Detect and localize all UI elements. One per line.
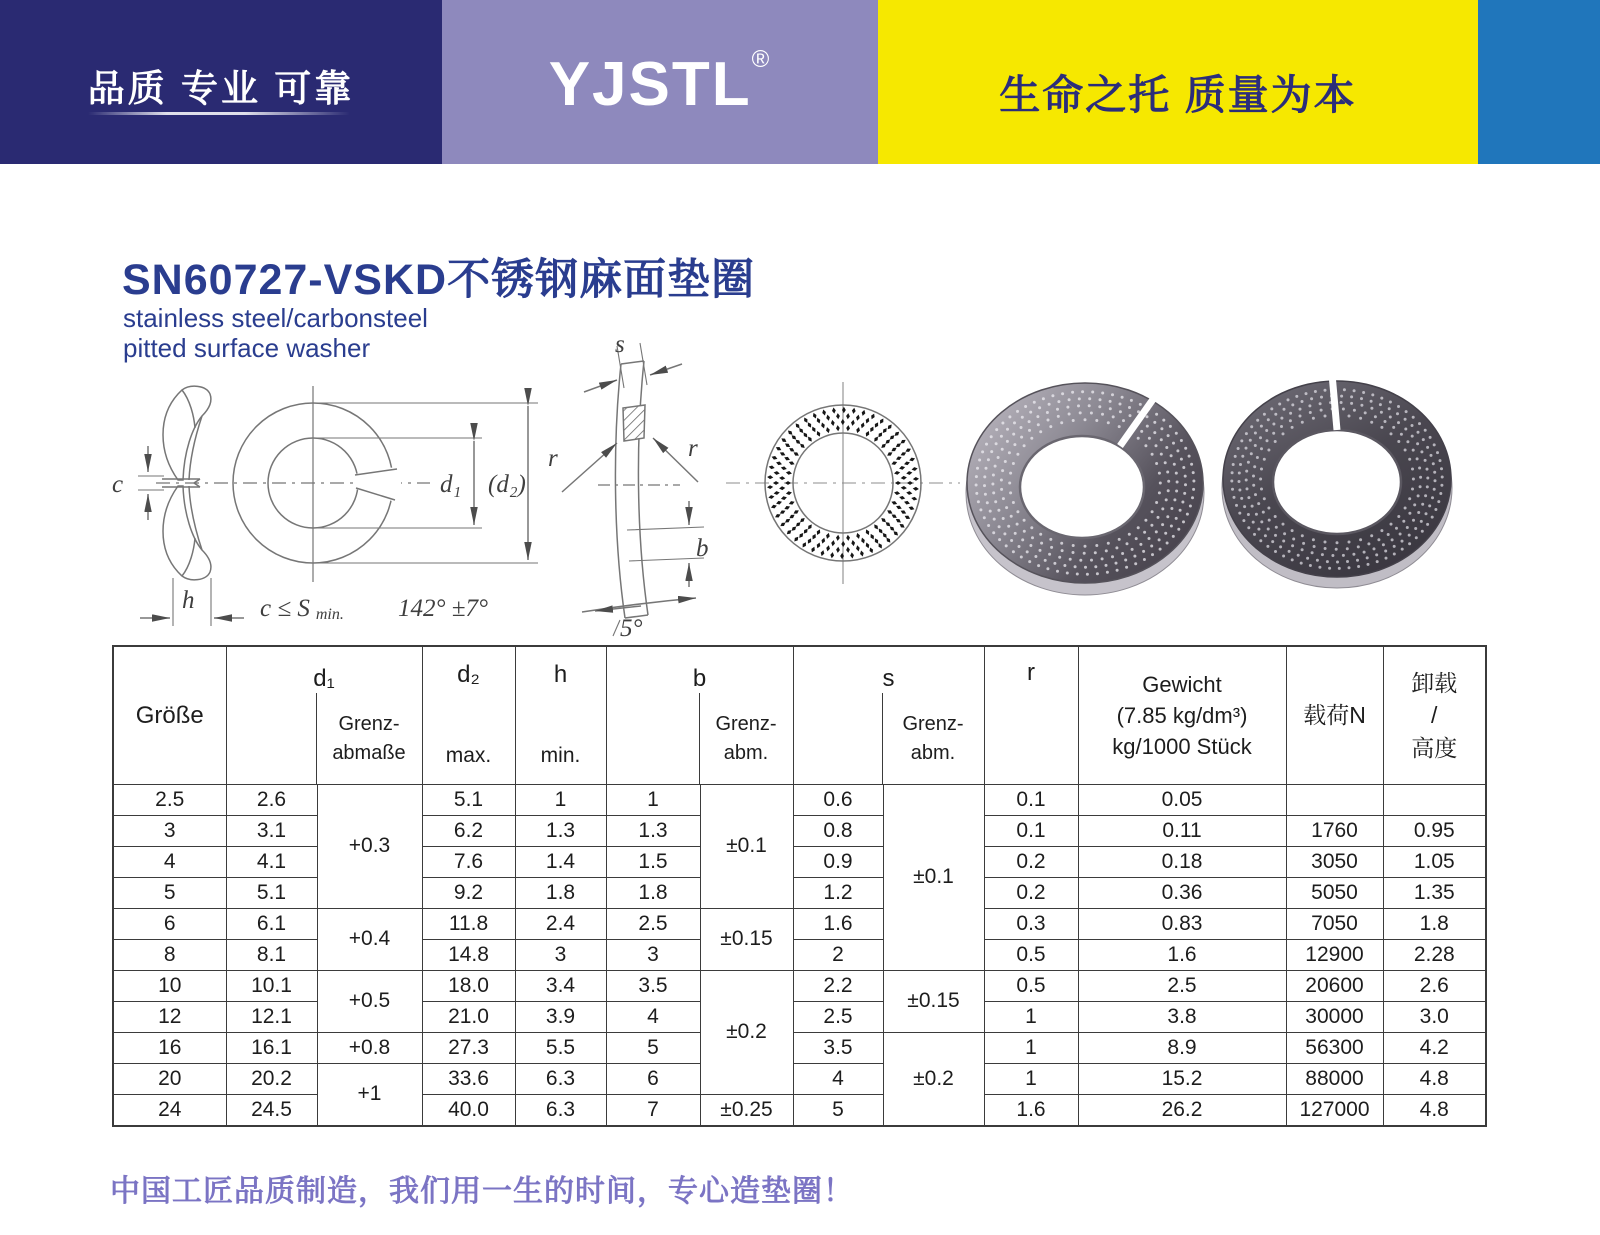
table-cell-weight: 15.2 xyxy=(1078,1064,1286,1095)
table-cell-unload: 1.05 xyxy=(1383,847,1486,878)
table-cell-r: 1 xyxy=(984,1064,1078,1095)
table-cell-s_tol: ±0.15 xyxy=(883,971,984,1033)
table-cell-unload: 3.0 xyxy=(1383,1002,1486,1033)
table-cell-h: 1.3 xyxy=(515,816,606,847)
table-cell-s: 3.5 xyxy=(793,1033,883,1064)
table-cell-weight: 2.5 xyxy=(1078,971,1286,1002)
table-cell-load xyxy=(1286,785,1383,816)
drawing-front-view xyxy=(156,386,538,582)
header-blue-panel xyxy=(1478,0,1600,164)
tagline-underline xyxy=(88,112,350,115)
table-cell-s: 0.9 xyxy=(793,847,883,878)
brand-slogan: 生命之托 质量为本 xyxy=(999,72,1357,118)
table-cell-load: 127000 xyxy=(1286,1095,1383,1126)
table-cell-load: 1760 xyxy=(1286,816,1383,847)
table-cell-weight: 0.36 xyxy=(1078,878,1286,909)
table-cell-b_tol: ±0.25 xyxy=(700,1095,793,1126)
brand-logo xyxy=(442,46,878,120)
table-cell-r: 1.6 xyxy=(984,1095,1078,1126)
col-header-h: h min. xyxy=(515,646,606,785)
dim-formula: c ≤ S min. xyxy=(260,595,344,623)
brand-tagline: 品质 专业 可靠 xyxy=(87,68,355,109)
table-cell-d1: 24.5 xyxy=(226,1095,317,1126)
table-cell-size: 2.5 xyxy=(113,785,226,816)
col-header-s: s Grenz- abm. xyxy=(793,646,984,785)
col-header-size: Größe xyxy=(113,646,226,785)
table-cell-unload: 1.8 xyxy=(1383,909,1486,940)
footer-slogan: 中国工匠品质制造，我们用一生的时间，专心造垫圈！ xyxy=(110,1175,854,1208)
table-cell-weight: 0.18 xyxy=(1078,847,1286,878)
table-cell-load: 30000 xyxy=(1286,1002,1383,1033)
table-cell-size: 3 xyxy=(113,816,226,847)
table-cell-d1_tol: +0.3 xyxy=(317,785,422,909)
table-cell-r: 0.5 xyxy=(984,971,1078,1002)
col-header-b: b Grenz- abm. xyxy=(606,646,793,785)
table-cell-d1_tol: +0.8 xyxy=(317,1033,422,1064)
table-cell-s: 4 xyxy=(793,1064,883,1095)
table-cell-d1: 20.2 xyxy=(226,1064,317,1095)
col-header-d1: d₁ Grenz- abmaße xyxy=(226,646,422,785)
table-header xyxy=(113,646,1486,785)
table-cell-b: 3.5 xyxy=(606,971,700,1002)
table-cell-size: 5 xyxy=(113,878,226,909)
table-cell-unload: 2.6 xyxy=(1383,971,1486,1002)
table-cell-size: 6 xyxy=(113,909,226,940)
table-cell-h: 1.4 xyxy=(515,847,606,878)
table-cell-unload: 4.8 xyxy=(1383,1095,1486,1126)
table-cell-b: 1 xyxy=(606,785,700,816)
table-cell-size: 24 xyxy=(113,1095,226,1126)
dim-angle-142: 142° ±7° xyxy=(398,595,488,622)
table-cell-d2: 18.0 xyxy=(422,971,515,1002)
table-cell-b: 1.3 xyxy=(606,816,700,847)
table-cell-weight: 26.2 xyxy=(1078,1095,1286,1126)
table-cell-unload: 4.8 xyxy=(1383,1064,1486,1095)
table-header-row xyxy=(113,646,1486,785)
product-photo-1 xyxy=(966,383,1204,595)
table-cell-weight: 1.6 xyxy=(1078,940,1286,971)
table-cell-s: 1.6 xyxy=(793,909,883,940)
table-row xyxy=(113,909,1486,940)
table-cell-h: 2.4 xyxy=(515,909,606,940)
table-cell-h: 3.4 xyxy=(515,971,606,1002)
table-cell-s: 2.2 xyxy=(793,971,883,1002)
table-cell-r: 0.2 xyxy=(984,878,1078,909)
dim-label-r-left: r xyxy=(548,445,558,472)
table-row xyxy=(113,1033,1486,1064)
drawing-top-view xyxy=(726,382,960,584)
table-cell-unload: 1.35 xyxy=(1383,878,1486,909)
table-cell-unload: 2.28 xyxy=(1383,940,1486,971)
col-header-r: r xyxy=(984,646,1078,785)
table-cell-unload xyxy=(1383,785,1486,816)
table-cell-d1_tol: +0.4 xyxy=(317,909,422,971)
table-cell-s: 1.2 xyxy=(793,878,883,909)
table-cell-b: 2.5 xyxy=(606,909,700,940)
table-row xyxy=(113,785,1486,816)
table-cell-r: 1 xyxy=(984,1002,1078,1033)
product-title: SN60727-VSKD不锈钢麻面垫圈 xyxy=(122,256,756,304)
table-cell-s: 0.8 xyxy=(793,816,883,847)
dim-label-d2: (d₂) xyxy=(488,471,526,498)
table-cell-d1: 2.6 xyxy=(226,785,317,816)
table-cell-size: 10 xyxy=(113,971,226,1002)
table-cell-load: 88000 xyxy=(1286,1064,1383,1095)
table-cell-weight: 0.11 xyxy=(1078,816,1286,847)
table-cell-h: 6.3 xyxy=(515,1095,606,1126)
table-cell-r: 0.5 xyxy=(984,940,1078,971)
technical-drawing xyxy=(100,330,1500,640)
spec-table xyxy=(112,645,1487,1127)
table-cell-load: 12900 xyxy=(1286,940,1383,971)
product-subtitle-line2: pitted surface washer xyxy=(123,333,371,363)
table-cell-b: 1.8 xyxy=(606,878,700,909)
table-cell-size: 8 xyxy=(113,940,226,971)
table-cell-s: 5 xyxy=(793,1095,883,1126)
table-cell-b_tol: ±0.2 xyxy=(700,971,793,1095)
table-cell-d1: 12.1 xyxy=(226,1002,317,1033)
table-cell-d1: 4.1 xyxy=(226,847,317,878)
table-cell-load: 3050 xyxy=(1286,847,1383,878)
table-cell-weight: 0.05 xyxy=(1078,785,1286,816)
col-header-weight: Gewicht (7.85 kg/dm³) kg/1000 Stück xyxy=(1078,646,1286,785)
product-photo-2 xyxy=(1222,374,1452,588)
col-header-load: 载荷N xyxy=(1286,646,1383,785)
table-cell-r: 0.3 xyxy=(984,909,1078,940)
table-cell-s: 0.6 xyxy=(793,785,883,816)
table-cell-r: 0.2 xyxy=(984,847,1078,878)
table-cell-s_tol: ±0.2 xyxy=(883,1033,984,1126)
table-cell-h: 5.5 xyxy=(515,1033,606,1064)
table-cell-r: 0.1 xyxy=(984,785,1078,816)
table-cell-b_tol: ±0.15 xyxy=(700,909,793,971)
table-row xyxy=(113,971,1486,1002)
table-cell-b: 6 xyxy=(606,1064,700,1095)
table-cell-r: 1 xyxy=(984,1033,1078,1064)
table-cell-size: 20 xyxy=(113,1064,226,1095)
table-cell-h: 1.8 xyxy=(515,878,606,909)
col-header-d2: d₂ max. xyxy=(422,646,515,785)
table-cell-d2: 9.2 xyxy=(422,878,515,909)
table-cell-d2: 7.6 xyxy=(422,847,515,878)
table-cell-d2: 40.0 xyxy=(422,1095,515,1126)
table-cell-size: 12 xyxy=(113,1002,226,1033)
table-cell-h: 3 xyxy=(515,940,606,971)
table-cell-d1: 16.1 xyxy=(226,1033,317,1064)
table-cell-b_tol: ±0.1 xyxy=(700,785,793,909)
dim-angle-5: 5° xyxy=(620,615,643,640)
dim-label-b: b xyxy=(696,535,709,562)
dim-label-d1: d₁ xyxy=(440,471,462,498)
table-cell-d2: 5.1 xyxy=(422,785,515,816)
table-cell-weight: 3.8 xyxy=(1078,1002,1286,1033)
table-cell-size: 16 xyxy=(113,1033,226,1064)
table-cell-b: 3 xyxy=(606,940,700,971)
table-row xyxy=(113,1064,1486,1095)
table-cell-b: 1.5 xyxy=(606,847,700,878)
table-cell-d2: 11.8 xyxy=(422,909,515,940)
table-cell-d1: 6.1 xyxy=(226,909,317,940)
table-cell-load: 7050 xyxy=(1286,909,1383,940)
drawing-section-view xyxy=(562,343,704,636)
brand-logo-text: YJSTL xyxy=(548,50,752,119)
table-cell-d2: 21.0 xyxy=(422,1002,515,1033)
table-cell-unload: 0.95 xyxy=(1383,816,1486,847)
table-cell-weight: 8.9 xyxy=(1078,1033,1286,1064)
header-band xyxy=(0,0,1600,164)
registered-trademark-symbol: ® xyxy=(751,46,772,73)
table-cell-load: 5050 xyxy=(1286,878,1383,909)
col-header-unload: 卸载 / 高度 xyxy=(1383,646,1486,785)
table-cell-b: 5 xyxy=(606,1033,700,1064)
table-cell-s: 2.5 xyxy=(793,1002,883,1033)
table-cell-s: 2 xyxy=(793,940,883,971)
dim-label-s: s xyxy=(615,331,625,358)
table-cell-d1: 3.1 xyxy=(226,816,317,847)
table-cell-d1: 8.1 xyxy=(226,940,317,971)
table-cell-h: 3.9 xyxy=(515,1002,606,1033)
table-cell-h: 6.3 xyxy=(515,1064,606,1095)
table-body xyxy=(113,785,1486,1126)
table-cell-b: 7 xyxy=(606,1095,700,1126)
table-cell-load: 56300 xyxy=(1286,1033,1383,1064)
table-cell-d1_tol: +1 xyxy=(317,1064,422,1126)
table-cell-size: 4 xyxy=(113,847,226,878)
product-subtitle-line1: stainless steel/carbonsteel xyxy=(123,303,428,333)
table-cell-unload: 4.2 xyxy=(1383,1033,1486,1064)
table-cell-d1: 10.1 xyxy=(226,971,317,1002)
table-cell-r: 0.1 xyxy=(984,816,1078,847)
dim-label-h: h xyxy=(182,587,195,614)
table-cell-d2: 27.3 xyxy=(422,1033,515,1064)
table-cell-d2: 14.8 xyxy=(422,940,515,971)
dim-label-r-right: r xyxy=(688,435,698,462)
table-cell-d2: 33.6 xyxy=(422,1064,515,1095)
table-cell-s_tol: ±0.1 xyxy=(883,785,984,971)
dim-label-c: c xyxy=(112,471,124,498)
table-cell-h: 1 xyxy=(515,785,606,816)
table-cell-d2: 6.2 xyxy=(422,816,515,847)
table-cell-load: 20600 xyxy=(1286,971,1383,1002)
table-cell-weight: 0.83 xyxy=(1078,909,1286,940)
table-cell-d1_tol: +0.5 xyxy=(317,971,422,1033)
table-cell-b: 4 xyxy=(606,1002,700,1033)
table-cell-d1: 5.1 xyxy=(226,878,317,909)
